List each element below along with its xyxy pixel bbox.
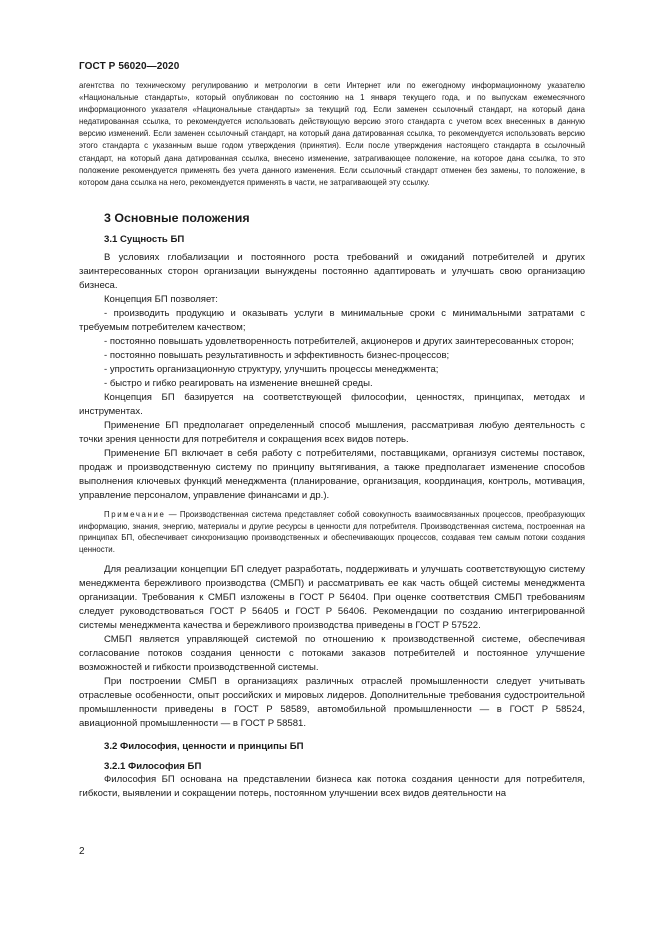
paragraph: Философия БП основана на представлении бизнеса как потока создания ценности для потребителя, гибкости, выявлении и сокращении потерь, постоянном улучшении всех видов деятельности на — [79, 774, 585, 800]
section-3-1-title: 3.1 Сущность БП — [104, 233, 185, 245]
page-content — [79, 80, 585, 801]
paragraph: Применение БП включает в себя работу с потребителями, поставщиками, организуя системы поставок, продаж и производственную систему по принципу вытягивания, а также предполагает изменение способов выполнения ключевых функций менеджмента (планирование, организация, координация, контроль, мотивация, управление персоналом, управление финансами и др.). — [79, 447, 585, 501]
page-number: 2 — [79, 846, 85, 857]
paragraph: Концепция БП базируется на соответствующей философии, ценностях, принципах, методах и инструментах. — [79, 391, 585, 417]
paragraph: СМБП является управляющей системой по отношению к производственной системе, обеспечивая согласование потоков создания ценности с потоками заказов потребителей и постоянное улучшение возможностей и гибкости производственной системы. — [79, 634, 585, 674]
list-item: - быстро и гибко реагировать на изменение внешней среды. — [104, 377, 373, 389]
list-item: - постоянно повышать удовлетворенность потребителей, акционеров и других заинтересованных сторон; — [104, 335, 574, 347]
paragraph: В условиях глобализации и постоянного роста требований и ожиданий потребителей и других заинтересованных сторон организации вынуждены постоянно адаптировать и улучшать свою организацию бизнеса. — [79, 251, 585, 291]
paragraph: Применение БП предполагает определенный способ мышления, рассматривая любую деятельность с точки зрения ценности для потребителя и сокращения всех видов потерь. — [79, 419, 585, 445]
note-paragraph — [79, 509, 585, 556]
document-code-header: ГОСТ Р 56020—2020 — [79, 61, 180, 72]
list-item: - упростить организационную структуру, улучшить процессы менеджмента; — [104, 363, 439, 375]
note-text: — Производственная система представляет собой совокупность взаимосвязанных процессов, преобразующих информацию, знания, энергию, материалы и другие ресурсы в ценности для потребителя. Производственная система, построенная на принципах БП, обеспечивает синхронизацию производственных и обеспечивающих процессов, создавая тем самым потоки создания ценности. — [79, 509, 585, 555]
section-3-2-1-title: 3.2.1 Философия БП — [104, 761, 202, 773]
list-item: - производить продукцию и оказывать услуги в минимальные сроки с минимальными затратами с требуемым потребителем качеством; — [79, 307, 585, 333]
paragraph: Концепция БП позволяет: — [104, 293, 218, 305]
paragraph: Для реализации концепции БП следует разработать, поддерживать и улучшать соответствующую систему менеджмента бережливого производства (СМБП) и рассматривать ее как часть общей системы менеджмента организации. Требования к СМБП изложены в ГОСТ Р 56404. При оценке соответствия СМБП требованиям следует руководствоваться ГОСТ Р 56405 и ГОСТ Р 56406. Рекомендации по созданию интегрированной системы менеджмента качества и бережливого производства приведены в ГОСТ Р 57522. — [79, 564, 585, 632]
paragraph: При построении СМБП в организациях различных отраслей промышленности следует учитывать отраслевые особенности, опыт российских и мировых лидеров. Дополнительные требования судостроительной промышленности приведены в ГОСТ Р 58589, автомобильной промышленности — в ГОСТ Р 58524, авиационной промышленности — в ГОСТ Р 58581. — [79, 676, 585, 730]
intro-paragraph: агентства по техническому регулированию и метрологии в сети Интернет или по ежегодному информационному указателю «Национальные стандарты», который опубликован по состоянию на 1 января текущего года, и по выпускам ежемесячного информационного указателя «Национальные стандарты» за текущий год. Если заменен ссылочный стандарт, на который дана недатированная ссылка, то рекомендуется использовать действующую версию этого стандарта с учетом всех внесенных в данную версию изменений. Если заменен ссылочный стандарт, на который дана датированная ссылка, то рекомендуется использовать версию этого стандарта с указанным выше годом утверждения (принятия). Если после утверждения настоящего стандарта в ссылочный стандарт, на который дана датированная ссылка, внесено изменение, затрагивающее положение, на которое дана ссылка, то это положение рекомендуется применять без учета данного изменения. Если ссылочный стандарт отменен без замены, то положение, в котором дана ссылка на него, рекомендуется применять в части, не затрагивающей эту ссылку. — [79, 81, 585, 187]
section-3-title: 3 Основные положения — [104, 210, 250, 225]
section-3-2-title: 3.2 Философия, ценности и принципы БП — [104, 741, 304, 753]
note-label: Примечание — [104, 509, 166, 519]
list-item: - постоянно повышать результативность и эффективность бизнес-процессов; — [104, 349, 450, 361]
